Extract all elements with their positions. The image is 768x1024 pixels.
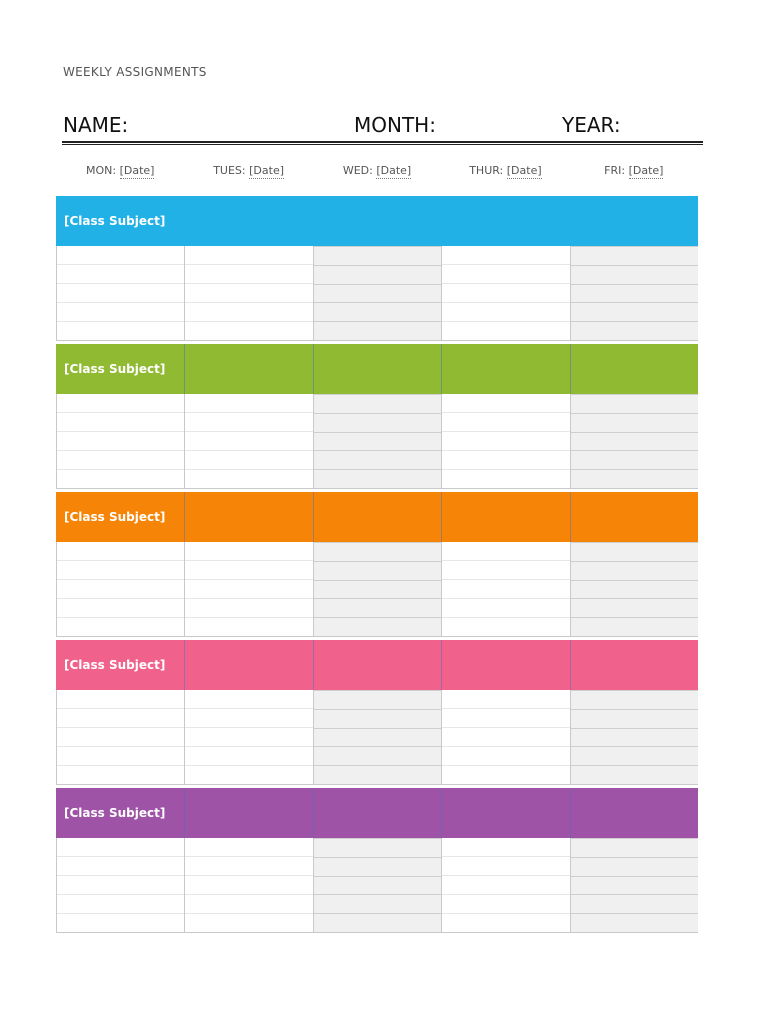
assignment-cell[interactable] [57,321,184,340]
day-column [441,394,569,488]
assignment-cell[interactable] [185,598,312,617]
day-column [313,838,441,932]
assignment-cell[interactable] [571,284,698,303]
subject-header [56,788,698,838]
assignment-cell[interactable] [314,838,441,857]
day-column [56,246,184,340]
assignment-cell[interactable] [442,875,569,894]
assignment-cell[interactable] [185,394,312,412]
assignment-cell[interactable] [442,690,569,708]
assignment-cell[interactable] [185,765,312,784]
assignment-cell[interactable] [314,413,441,432]
header-column-divider [313,344,314,394]
assignment-cell[interactable] [185,431,312,450]
assignment-grid [56,542,698,637]
assignment-cell[interactable] [571,746,698,765]
assignment-cell[interactable] [57,264,184,283]
day-date[interactable]: [Date] [628,164,664,177]
assignment-cell[interactable] [314,765,441,784]
day-date[interactable]: [Date] [249,164,284,177]
assignment-cell[interactable] [314,246,441,265]
day-column [313,246,441,340]
assignment-cell[interactable] [442,838,569,856]
day-column [441,542,569,636]
assignment-cell[interactable] [185,264,312,283]
day-column [313,690,441,784]
day-date[interactable]: [Date] [119,164,155,177]
assignment-grid [56,838,698,933]
day-column [313,394,441,488]
assignment-cell[interactable] [442,765,569,784]
assignment-cell[interactable] [57,302,184,321]
day-column [441,838,569,932]
subject-header [56,640,698,690]
subject-block [56,640,698,785]
assignment-cell[interactable] [571,302,698,321]
assignment-cell[interactable] [57,598,184,617]
assignment-cell[interactable] [314,450,441,469]
day-column [56,394,184,488]
assignment-cell[interactable] [571,765,698,784]
assignment-cell[interactable] [314,746,441,765]
assignment-cell[interactable] [442,469,569,488]
assignment-cell[interactable] [571,246,698,265]
day-label: THUR: [469,164,504,177]
header-column-divider [313,640,314,690]
assignment-cell[interactable] [314,561,441,580]
assignment-cell[interactable] [57,579,184,598]
assignment-cell[interactable] [442,412,569,431]
assignment-cell[interactable] [571,728,698,747]
assignment-cell[interactable] [314,913,441,932]
assignment-cell[interactable] [571,321,698,340]
assignment-cell[interactable] [571,561,698,580]
assignment-cell[interactable] [314,617,441,636]
day-mon [56,162,184,180]
assignment-cell[interactable] [57,856,184,875]
assignment-cell[interactable] [571,580,698,599]
assignment-cell[interactable] [57,246,184,264]
assignment-cell[interactable] [185,579,312,598]
day-wed [313,162,441,180]
assignment-cell[interactable] [571,690,698,709]
assignment-cell[interactable] [57,838,184,856]
assignment-cell[interactable] [57,690,184,708]
assignment-cell[interactable] [442,598,569,617]
days-row [56,162,698,180]
day-column [570,542,698,636]
assignment-cell[interactable] [185,617,312,636]
assignment-cell[interactable] [314,394,441,413]
assignment-grid [56,246,698,341]
assignment-cell[interactable] [442,727,569,746]
assignment-cell[interactable] [571,617,698,636]
header-column-divider [441,640,442,690]
document-label: WEEKLY ASSIGNMENTS [63,65,207,79]
day-column [441,246,569,340]
day-label: MON: [85,164,117,177]
assignment-cell[interactable] [442,856,569,875]
header-row [62,112,703,140]
assignment-cell[interactable] [57,765,184,784]
day-label: TUES: [213,164,246,177]
assignment-cell[interactable] [57,283,184,302]
day-column [184,838,312,932]
assignment-cell[interactable] [571,542,698,561]
subject-header [56,492,698,542]
assignment-cell[interactable] [442,542,569,560]
year-label: YEAR: [562,113,621,137]
header-column-divider [570,640,571,690]
assignment-cell[interactable] [314,321,441,340]
day-column [570,690,698,784]
assignment-cell[interactable] [185,542,312,560]
day-column [56,838,184,932]
assignment-cell[interactable] [314,857,441,876]
assignment-cell[interactable] [185,469,312,488]
day-column [184,690,312,784]
assignment-grid [56,690,698,785]
assignment-cell[interactable] [314,894,441,913]
subject-label[interactable]: [Class Subject] [64,658,166,672]
assignment-cell[interactable] [185,875,312,894]
assignment-cell[interactable] [314,302,441,321]
assignment-cell[interactable] [314,469,441,488]
assignment-cell[interactable] [185,412,312,431]
header-column-divider [184,344,185,394]
assignment-cell[interactable] [314,690,441,709]
assignment-cell[interactable] [442,708,569,727]
assignment-cell[interactable] [571,265,698,284]
day-column [184,542,312,636]
day-fri [570,162,698,180]
assignment-cell[interactable] [185,708,312,727]
day-column [56,690,184,784]
day-column [570,246,698,340]
assignment-cell[interactable] [185,302,312,321]
assignment-cell[interactable] [57,394,184,412]
assignment-cell[interactable] [57,727,184,746]
assignment-cell[interactable] [571,394,698,413]
day-tues [184,162,312,180]
assignment-cell[interactable] [442,431,569,450]
assignment-cell[interactable] [57,469,184,488]
assignment-cell[interactable] [571,598,698,617]
header-column-divider [441,344,442,394]
assignment-cell[interactable] [442,894,569,913]
assignment-grid [56,394,698,489]
day-date[interactable]: [Date] [506,164,542,177]
assignment-cell[interactable] [442,394,569,412]
assignment-cell[interactable] [57,708,184,727]
assignment-cell[interactable] [442,283,569,302]
day-thur [441,162,569,180]
header-column-divider [570,788,571,838]
assignment-cell[interactable] [314,598,441,617]
day-column [313,542,441,636]
assignment-cell[interactable] [185,746,312,765]
assignment-cell[interactable] [185,913,312,932]
assignment-cell[interactable] [442,579,569,598]
day-column [441,690,569,784]
assignment-cell[interactable] [442,321,569,340]
assignment-cell[interactable] [314,580,441,599]
assignment-cell[interactable] [442,746,569,765]
header-column-divider [184,788,185,838]
assignment-cell[interactable] [185,838,312,856]
header-column-divider [184,640,185,690]
month-label: MONTH: [354,113,436,137]
assignment-cell[interactable] [571,857,698,876]
assignment-cell[interactable] [571,432,698,451]
assignment-cell[interactable] [57,894,184,913]
day-column [56,542,184,636]
header-column-divider [184,492,185,542]
assignment-cell[interactable] [314,265,441,284]
assignment-cell[interactable] [185,560,312,579]
subject-label[interactable]: [Class Subject] [64,806,166,820]
subject-header [56,196,698,246]
assignment-cell[interactable] [57,450,184,469]
assignment-cell[interactable] [571,413,698,432]
assignment-cell[interactable] [185,727,312,746]
assignment-cell[interactable] [185,856,312,875]
assignment-cell[interactable] [571,469,698,488]
assignment-cell[interactable] [185,283,312,302]
day-column [570,838,698,932]
assignment-cell[interactable] [185,690,312,708]
assignment-cell[interactable] [185,450,312,469]
subject-block [56,788,698,933]
assignment-cell[interactable] [571,450,698,469]
assignment-cell[interactable] [57,913,184,932]
header-column-divider [313,492,314,542]
assignment-cell[interactable] [57,617,184,636]
subject-block [56,196,698,341]
assignment-cell[interactable] [442,560,569,579]
header-column-divider [441,492,442,542]
assignment-cell[interactable] [314,432,441,451]
assignment-cell[interactable] [442,302,569,321]
name-label: NAME: [63,113,129,137]
assignment-cell[interactable] [314,542,441,561]
assignment-cell[interactable] [314,284,441,303]
assignment-cell[interactable] [185,321,312,340]
assignment-cell[interactable] [442,913,569,932]
subject-header [56,344,698,394]
header-column-divider [313,788,314,838]
assignment-cell[interactable] [314,876,441,895]
assignment-cell[interactable] [442,450,569,469]
assignment-cell[interactable] [571,838,698,857]
assignment-cell[interactable] [185,894,312,913]
header-column-divider [570,344,571,394]
day-column [184,394,312,488]
assignment-cell[interactable] [571,709,698,728]
assignment-cell[interactable] [57,875,184,894]
header-column-divider [441,788,442,838]
assignment-cell[interactable] [57,560,184,579]
assignment-cell[interactable] [57,412,184,431]
assignment-cell[interactable] [442,264,569,283]
header-double-rule [62,141,703,145]
assignment-cell[interactable] [571,913,698,932]
assignment-cell[interactable] [314,728,441,747]
assignment-cell[interactable] [571,894,698,913]
assignment-cell[interactable] [57,431,184,450]
assignment-cell[interactable] [185,246,312,264]
subject-block [56,492,698,637]
day-label: WED: [342,164,373,177]
day-column [570,394,698,488]
assignment-cell[interactable] [442,246,569,264]
header-column-divider [570,492,571,542]
assignment-cell[interactable] [314,709,441,728]
subject-label[interactable]: [Class Subject] [64,362,166,376]
subject-label[interactable]: [Class Subject] [64,510,166,524]
assignment-cell[interactable] [442,617,569,636]
subject-block [56,344,698,489]
assignment-cell[interactable] [571,876,698,895]
day-label: FRI: [604,164,626,177]
assignment-cell[interactable] [57,746,184,765]
assignment-cell[interactable] [57,542,184,560]
day-date[interactable]: [Date] [376,164,412,177]
day-column [184,246,312,340]
subject-label[interactable]: [Class Subject] [64,214,166,228]
